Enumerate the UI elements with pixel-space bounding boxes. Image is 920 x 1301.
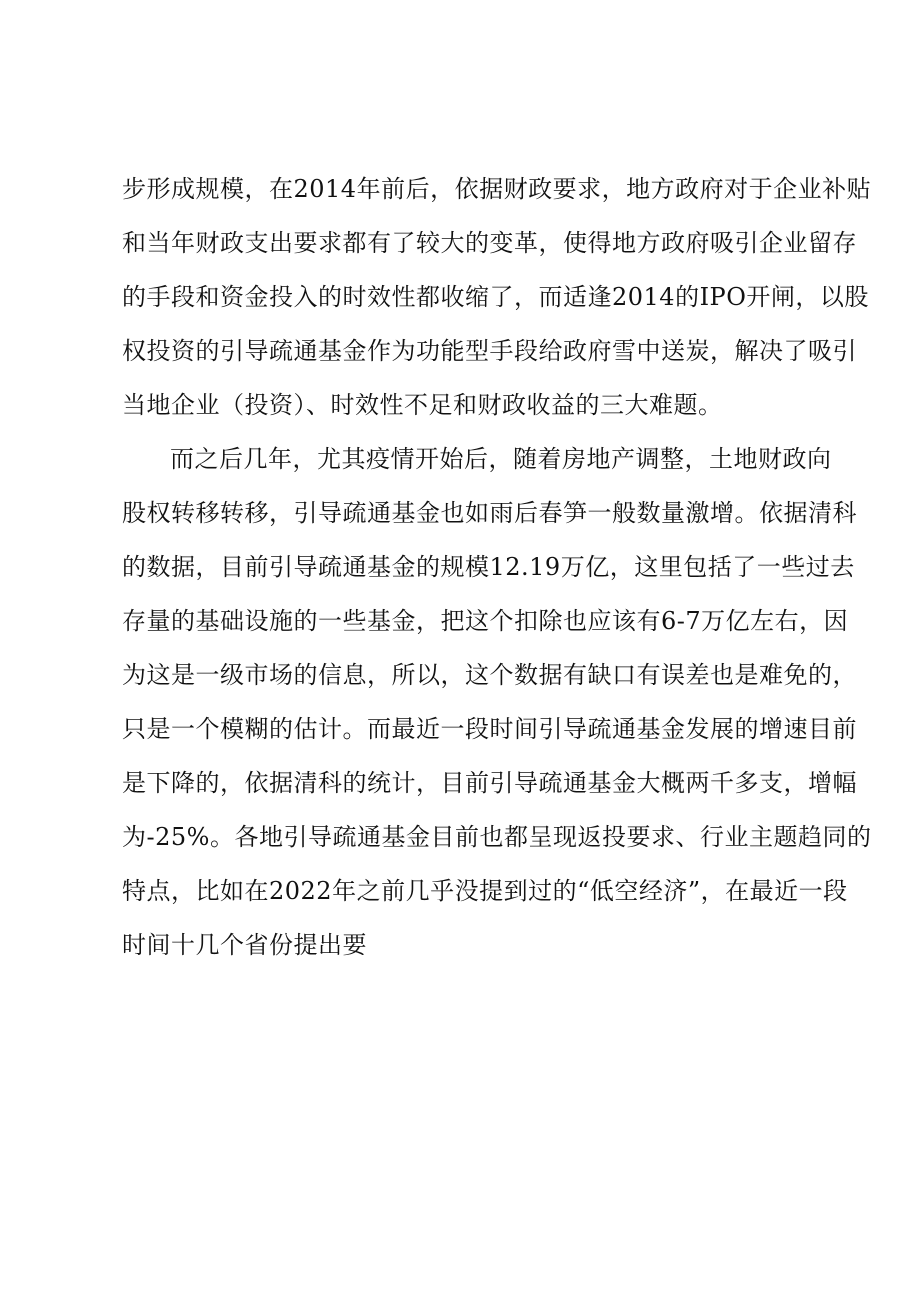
paragraph-line: 特点，比如在2022年之前几乎没提到过的“低空经济”，在最近一段	[122, 877, 848, 905]
paragraph-line: 只是一个模糊的估计。而最近一段时间引导疏通基金发展的增速目前	[122, 715, 857, 743]
paragraph-1	[122, 162, 872, 432]
paragraph-line: 是下降的，依据清科的统计，目前引导疏通基金大概两千多支，增幅	[122, 769, 857, 797]
paragraph-line: 时间十几个省份提出要	[122, 931, 367, 959]
paragraph-line: 步形成规模，在2014年前后，依据财政要求，地方政府对于企业补贴	[122, 175, 872, 203]
paragraph-2	[122, 432, 872, 972]
document-body	[122, 162, 872, 972]
paragraph-line: 为这是一级市场的信息，所以，这个数据有缺口有误差也是难免的，	[122, 661, 857, 689]
paragraph-line: 和当年财政支出要求都有了较大的变革，使得地方政府吸引企业留存	[122, 229, 857, 257]
paragraph-line: 存量的基础设施的一些基金，把这个扣除也应该有6-7万亿左右，因	[122, 607, 849, 635]
paragraph-line: 的数据，目前引导疏通基金的规模12.19万亿，这里包括了一些过去	[122, 553, 855, 581]
paragraph-line: 而之后几年，尤其疫情开始后，随着房地产调整，土地财政向	[170, 445, 832, 473]
paragraph-line: 当地企业（投资）、时效性不足和财政收益的三大难题。	[122, 391, 723, 419]
paragraph-line: 为-25%。各地引导疏通基金目前也都呈现返投要求、行业主题趋同的	[122, 823, 872, 851]
paragraph-line: 权投资的引导疏通基金作为功能型手段给政府雪中送炭，解决了吸引	[122, 337, 857, 365]
paragraph-line: 的手段和资金投入的时效性都收缩了，而适逢2014的IPO开闸，以股	[122, 283, 869, 311]
paragraph-line: 股权转移转移，引导疏通基金也如雨后春笋一般数量激增。依据清科	[122, 499, 857, 527]
